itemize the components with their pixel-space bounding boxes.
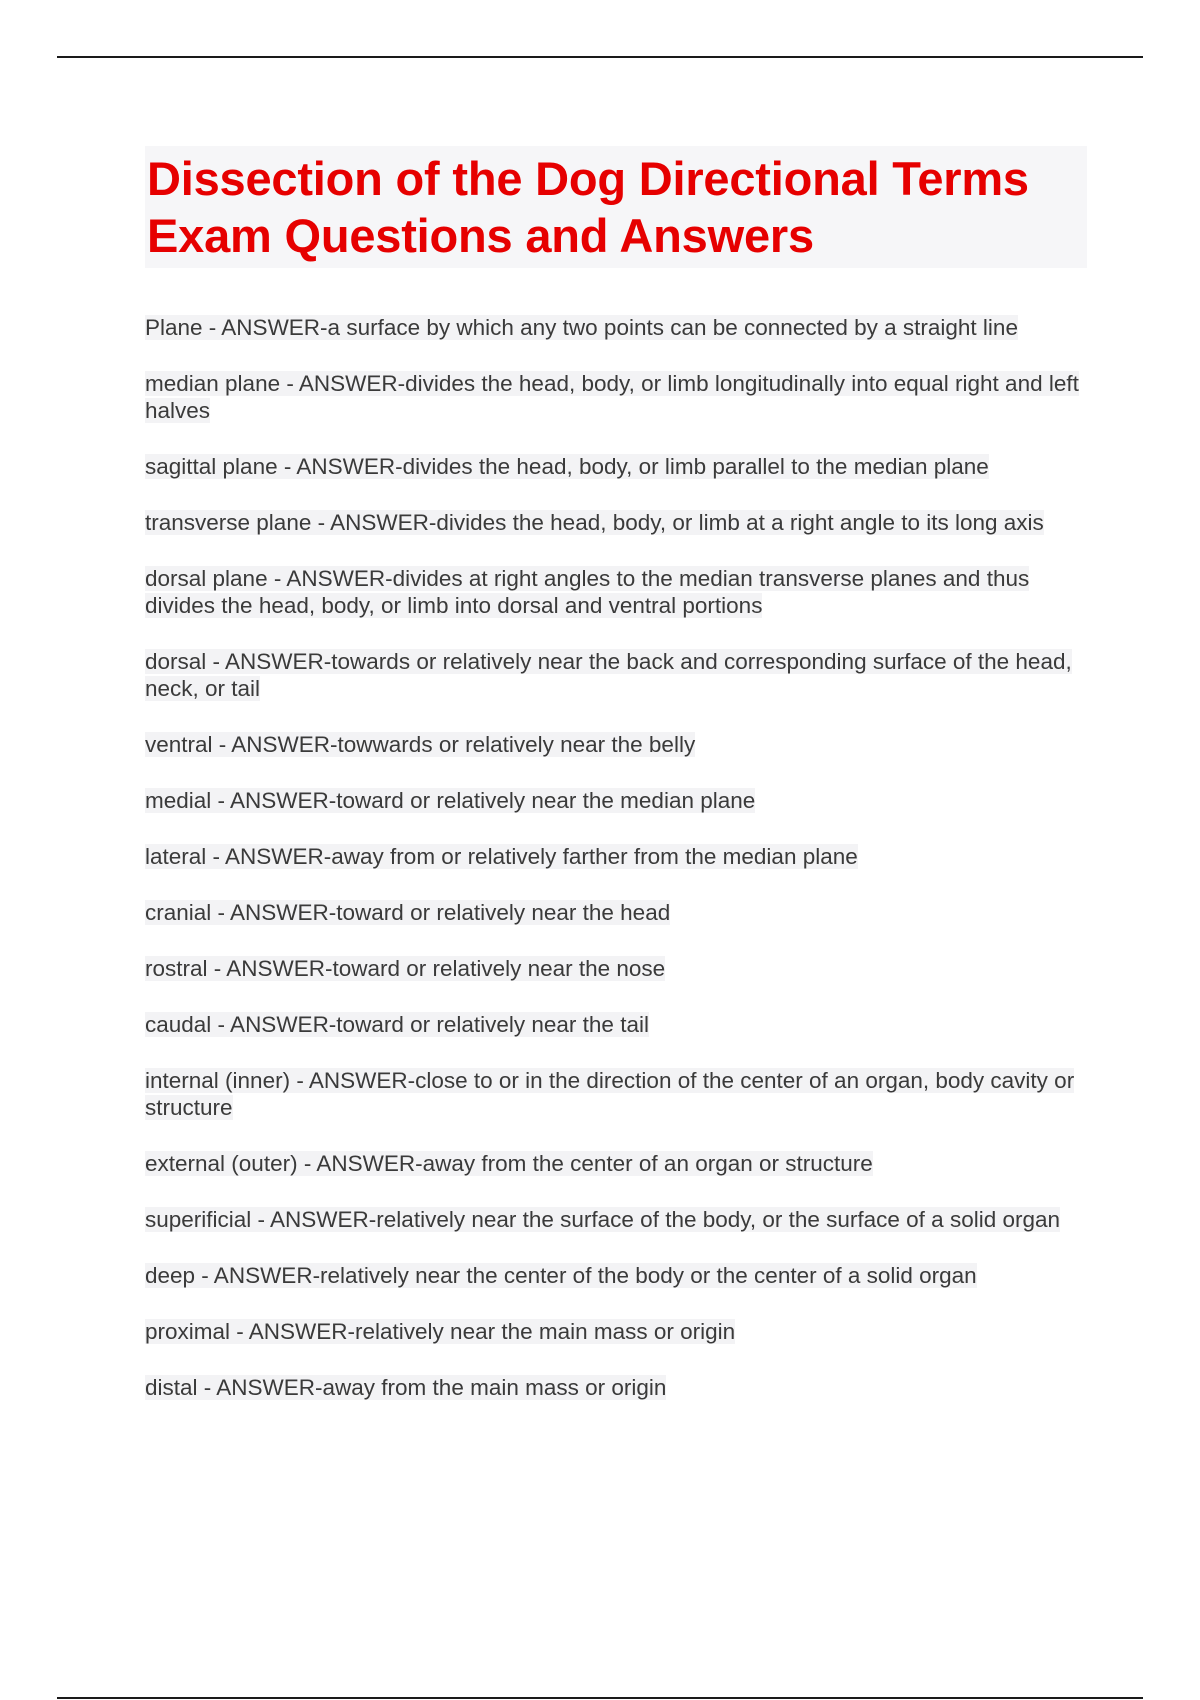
- qa-entry: cranial - ANSWER-toward or relatively near the head: [145, 900, 671, 925]
- qa-entry: caudal - ANSWER-toward or relatively near the tail: [145, 1012, 649, 1037]
- title-line-1: Dissection of the Dog Directional Terms: [147, 152, 1029, 205]
- qa-entry: ventral - ANSWER-towwards or relatively near the belly: [145, 732, 696, 757]
- qa-entry: dorsal - ANSWER-towards or relatively near the back and corresponding surface of the head, neck, or tail: [145, 649, 1072, 701]
- qa-entry: external (outer) - ANSWER-away from the center of an organ or structure: [145, 1151, 873, 1176]
- bottom-rule: [57, 1697, 1143, 1699]
- qa-entry: proximal - ANSWER-relatively near the main mass or origin: [145, 1319, 736, 1344]
- qa-entry: lateral - ANSWER-away from or relatively farther from the median plane: [145, 844, 858, 869]
- top-rule: [57, 56, 1143, 58]
- qa-entry: deep - ANSWER-relatively near the center of the body or the center of a solid organ: [145, 1263, 977, 1288]
- document-content: [145, 146, 1090, 1430]
- qa-entry: dorsal plane - ANSWER-divides at right angles to the median transverse planes and thus divides the head, body, or limb into dorsal and ventral portions: [145, 566, 1030, 618]
- qa-entry: rostral - ANSWER-toward or relatively near the nose: [145, 956, 666, 981]
- qa-entry: medial - ANSWER-toward or relatively near the median plane: [145, 788, 756, 813]
- qa-entry: transverse plane - ANSWER-divides the head, body, or limb at a right angle to its long axis: [145, 510, 1044, 535]
- qa-entry: superificial - ANSWER-relatively near the surface of the body, or the surface of a solid organ: [145, 1207, 1061, 1232]
- title-block: [145, 146, 1087, 268]
- qa-list: [145, 314, 1090, 1401]
- qa-entry: median plane - ANSWER-divides the head, body, or limb longitudinally into equal right and left halves: [145, 371, 1079, 423]
- qa-entry: sagittal plane - ANSWER-divides the head, body, or limb parallel to the median plane: [145, 454, 989, 479]
- qa-entry: Plane - ANSWER-a surface by which any two points can be connected by a straight line: [145, 315, 1018, 340]
- document-title: [147, 150, 1083, 264]
- qa-entry: internal (inner) - ANSWER-close to or in the direction of the center of an organ, body cavity or structure: [145, 1068, 1075, 1120]
- title-line-2: Exam Questions and Answers: [147, 209, 814, 262]
- qa-entry: distal - ANSWER-away from the main mass or origin: [145, 1375, 667, 1400]
